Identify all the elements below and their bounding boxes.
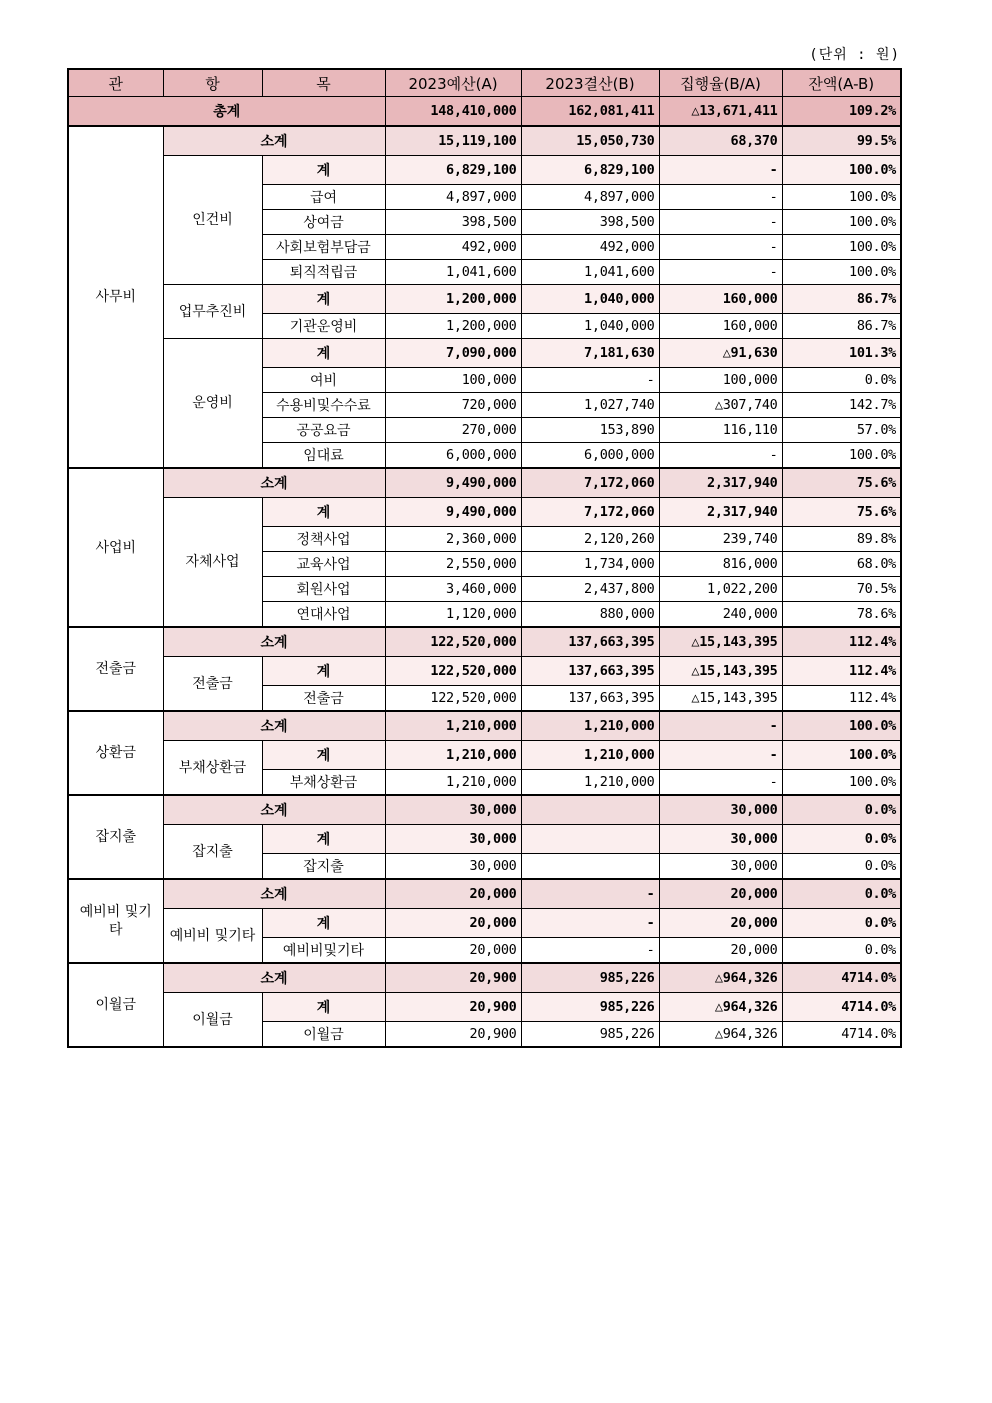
subtotal-row <box>68 711 901 741</box>
mok-value: △964,326 <box>659 1022 782 1048</box>
gwan-cell: 사업비 <box>68 468 163 627</box>
mok-value: 1,022,200 <box>659 577 782 602</box>
kye-value: 100.0% <box>782 156 901 185</box>
kye-value: 30,000 <box>385 825 521 854</box>
mok-value: 68.0% <box>782 552 901 577</box>
kye-row <box>68 285 901 314</box>
gwan-cell: 이월금 <box>68 963 163 1047</box>
mok-value: 4,897,000 <box>521 185 659 210</box>
kye-label: 계 <box>262 825 385 854</box>
mok-value: 1,210,000 <box>385 770 521 796</box>
hang-cell: 부채상환금 <box>163 741 262 796</box>
mok-value: 0.0% <box>782 854 901 880</box>
kye-value: 112.4% <box>782 657 901 686</box>
kye-value: 985,226 <box>521 993 659 1022</box>
kye-value: 100.0% <box>782 741 901 770</box>
mok-cell: 교육사업 <box>262 552 385 577</box>
hang-cell: 예비비 및기타 <box>163 909 262 964</box>
subtotal-value: 985,226 <box>521 963 659 993</box>
mok-value: 2,360,000 <box>385 527 521 552</box>
subtotal-value: 99.5% <box>782 126 901 156</box>
kye-value: 2,317,940 <box>659 498 782 527</box>
kye-row <box>68 657 901 686</box>
subtotal-value: △15,143,395 <box>659 627 782 657</box>
subtotal-value: 1,210,000 <box>385 711 521 741</box>
hang-cell: 운영비 <box>163 339 262 469</box>
kye-value: 30,000 <box>659 825 782 854</box>
subtotal-row <box>68 963 901 993</box>
subtotal-value: 122,520,000 <box>385 627 521 657</box>
kye-row <box>68 339 901 368</box>
hang-cell: 이월금 <box>163 993 262 1048</box>
mok-cell: 여비 <box>262 368 385 393</box>
header-row <box>68 69 901 97</box>
mok-value: △307,740 <box>659 393 782 418</box>
kye-value: 122,520,000 <box>385 657 521 686</box>
col-exec-rate: 집행율(B/A) <box>659 69 782 97</box>
hang-cell: 인건비 <box>163 156 262 285</box>
hang-cell: 업무추진비 <box>163 285 262 339</box>
mok-value: 142.7% <box>782 393 901 418</box>
subtotal-value: 1,210,000 <box>521 711 659 741</box>
subtotal-label: 소계 <box>163 963 385 993</box>
subtotal-value: △964,326 <box>659 963 782 993</box>
mok-value: 100,000 <box>659 368 782 393</box>
subtotal-label: 소계 <box>163 627 385 657</box>
mok-cell: 퇴직적립금 <box>262 260 385 285</box>
kye-row <box>68 156 901 185</box>
kye-value: 0.0% <box>782 825 901 854</box>
subtotal-value: 20,000 <box>385 879 521 909</box>
mok-cell: 전출금 <box>262 686 385 712</box>
subtotal-value: 2,317,940 <box>659 468 782 498</box>
kye-value: 9,490,000 <box>385 498 521 527</box>
total-exec-rate: △13,671,411 <box>659 97 782 127</box>
kye-value: - <box>521 909 659 938</box>
mok-value: 20,000 <box>385 938 521 964</box>
kye-value: - <box>659 741 782 770</box>
mok-value: 112.4% <box>782 686 901 712</box>
kye-value: 0.0% <box>782 909 901 938</box>
gwan-cell: 사무비 <box>68 126 163 468</box>
subtotal-row <box>68 627 901 657</box>
kye-label: 계 <box>262 156 385 185</box>
hang-cell: 전출금 <box>163 657 262 712</box>
kye-value <box>521 825 659 854</box>
mok-cell: 사회보험부담금 <box>262 235 385 260</box>
mok-value: 100.0% <box>782 443 901 469</box>
mok-value: 100.0% <box>782 235 901 260</box>
mok-value: 398,500 <box>385 210 521 235</box>
mok-value: 2,120,260 <box>521 527 659 552</box>
mok-value: 239,740 <box>659 527 782 552</box>
mok-value: 1,041,600 <box>385 260 521 285</box>
mok-value: 57.0% <box>782 418 901 443</box>
mok-value: 0.0% <box>782 368 901 393</box>
subtotal-value: 30,000 <box>659 795 782 825</box>
mok-value: - <box>659 770 782 796</box>
kye-value: △964,326 <box>659 993 782 1022</box>
mok-value: 100.0% <box>782 770 901 796</box>
col-balance: 잔액(A-B) <box>782 69 901 97</box>
mok-value: 30,000 <box>659 854 782 880</box>
kye-value: 6,829,100 <box>385 156 521 185</box>
kye-row <box>68 909 901 938</box>
kye-value: △91,630 <box>659 339 782 368</box>
total-budget: 148,410,000 <box>385 97 521 127</box>
mok-value: - <box>521 938 659 964</box>
hang-cell: 자체사업 <box>163 498 262 628</box>
subtotal-row <box>68 879 901 909</box>
subtotal-value: 30,000 <box>385 795 521 825</box>
gwan-cell: 잡지출 <box>68 795 163 879</box>
subtotal-row <box>68 468 901 498</box>
kye-row <box>68 993 901 1022</box>
subtotal-label: 소계 <box>163 126 385 156</box>
subtotal-value: 100.0% <box>782 711 901 741</box>
mok-value: 4714.0% <box>782 1022 901 1048</box>
subtotal-value: 20,900 <box>385 963 521 993</box>
mok-value: 492,000 <box>521 235 659 260</box>
mok-value: - <box>659 185 782 210</box>
subtotal-value: 15,119,100 <box>385 126 521 156</box>
mok-value: 398,500 <box>521 210 659 235</box>
mok-value: - <box>659 235 782 260</box>
mok-value: 1,200,000 <box>385 314 521 339</box>
mok-value: 122,520,000 <box>385 686 521 712</box>
kye-label: 계 <box>262 909 385 938</box>
mok-cell: 상여금 <box>262 210 385 235</box>
mok-cell: 기관운영비 <box>262 314 385 339</box>
subtotal-value: 15,050,730 <box>521 126 659 156</box>
col-settlement: 2023결산(B) <box>521 69 659 97</box>
mok-value: 985,226 <box>521 1022 659 1048</box>
kye-value: 1,210,000 <box>385 741 521 770</box>
gwan-cell: 상환금 <box>68 711 163 795</box>
kye-value: 1,040,000 <box>521 285 659 314</box>
mok-value: 270,000 <box>385 418 521 443</box>
mok-value: 116,110 <box>659 418 782 443</box>
mok-value: 880,000 <box>521 602 659 628</box>
kye-value: 7,172,060 <box>521 498 659 527</box>
kye-value: 1,210,000 <box>521 741 659 770</box>
kye-value: 20,900 <box>385 993 521 1022</box>
subtotal-label: 소계 <box>163 711 385 741</box>
mok-cell: 연대사업 <box>262 602 385 628</box>
mok-value: 100.0% <box>782 260 901 285</box>
mok-cell: 급여 <box>262 185 385 210</box>
mok-value: 0.0% <box>782 938 901 964</box>
kye-value: 4714.0% <box>782 993 901 1022</box>
mok-value: 816,000 <box>659 552 782 577</box>
mok-value: 2,437,800 <box>521 577 659 602</box>
mok-value: - <box>659 210 782 235</box>
mok-value: 1,041,600 <box>521 260 659 285</box>
subtotal-value: 75.6% <box>782 468 901 498</box>
kye-value: 20,000 <box>385 909 521 938</box>
mok-value: 6,000,000 <box>385 443 521 469</box>
subtotal-value: 0.0% <box>782 879 901 909</box>
kye-value: 20,000 <box>659 909 782 938</box>
mok-value: 3,460,000 <box>385 577 521 602</box>
unit-label: (단위 : 원) <box>809 47 900 63</box>
gwan-cell: 예비비 및기타 <box>68 879 163 963</box>
mok-value: 100.0% <box>782 210 901 235</box>
kye-value: 7,090,000 <box>385 339 521 368</box>
kye-label: 계 <box>262 285 385 314</box>
mok-value: 78.6% <box>782 602 901 628</box>
mok-value: 1,040,000 <box>521 314 659 339</box>
mok-value: △15,143,395 <box>659 686 782 712</box>
kye-value: 6,829,100 <box>521 156 659 185</box>
mok-cell: 공공요금 <box>262 418 385 443</box>
hang-cell: 잡지출 <box>163 825 262 880</box>
mok-cell: 잡지출 <box>262 854 385 880</box>
mok-value: 2,550,000 <box>385 552 521 577</box>
kye-label: 계 <box>262 498 385 527</box>
kye-value: 101.3% <box>782 339 901 368</box>
mok-value: 100.0% <box>782 185 901 210</box>
mok-value: 89.8% <box>782 527 901 552</box>
mok-value: 720,000 <box>385 393 521 418</box>
kye-value: △15,143,395 <box>659 657 782 686</box>
kye-value: 7,181,630 <box>521 339 659 368</box>
kye-label: 계 <box>262 657 385 686</box>
mok-value: - <box>659 443 782 469</box>
kye-row <box>68 498 901 527</box>
mok-cell: 정책사업 <box>262 527 385 552</box>
mok-value: - <box>659 260 782 285</box>
mok-cell: 임대료 <box>262 443 385 469</box>
mok-value: 86.7% <box>782 314 901 339</box>
total-label: 총계 <box>68 97 385 127</box>
kye-value: 75.6% <box>782 498 901 527</box>
mok-value: 20,000 <box>659 938 782 964</box>
total-row <box>68 97 901 127</box>
subtotal-value: 0.0% <box>782 795 901 825</box>
budget-settlement-table <box>67 68 902 1048</box>
mok-value: 492,000 <box>385 235 521 260</box>
mok-value: 160,000 <box>659 314 782 339</box>
mok-value: 1,120,000 <box>385 602 521 628</box>
mok-value: 240,000 <box>659 602 782 628</box>
kye-label: 계 <box>262 993 385 1022</box>
subtotal-row <box>68 126 901 156</box>
subtotal-value: - <box>521 879 659 909</box>
mok-value: 137,663,395 <box>521 686 659 712</box>
subtotal-value <box>521 795 659 825</box>
gwan-cell: 전출금 <box>68 627 163 711</box>
kye-label: 계 <box>262 741 385 770</box>
subtotal-value: 20,000 <box>659 879 782 909</box>
kye-value: 137,663,395 <box>521 657 659 686</box>
total-settlement: 162,081,411 <box>521 97 659 127</box>
subtotal-value: 137,663,395 <box>521 627 659 657</box>
subtotal-value: 4714.0% <box>782 963 901 993</box>
mok-cell: 부채상환금 <box>262 770 385 796</box>
subtotal-value: - <box>659 711 782 741</box>
mok-value: - <box>521 368 659 393</box>
total-balance: 109.2% <box>782 97 901 127</box>
kye-row <box>68 825 901 854</box>
mok-cell: 회원사업 <box>262 577 385 602</box>
mok-value: 100,000 <box>385 368 521 393</box>
subtotal-value: 9,490,000 <box>385 468 521 498</box>
mok-value: 1,027,740 <box>521 393 659 418</box>
mok-value <box>521 854 659 880</box>
mok-value: 6,000,000 <box>521 443 659 469</box>
subtotal-value: 112.4% <box>782 627 901 657</box>
mok-cell: 이월금 <box>262 1022 385 1048</box>
kye-value: 86.7% <box>782 285 901 314</box>
mok-value: 4,897,000 <box>385 185 521 210</box>
col-mok: 목 <box>262 69 385 97</box>
mok-cell: 예비비및기타 <box>262 938 385 964</box>
mok-value: 1,210,000 <box>521 770 659 796</box>
mok-cell: 수용비및수수료 <box>262 393 385 418</box>
subtotal-label: 소계 <box>163 795 385 825</box>
kye-label: 계 <box>262 339 385 368</box>
subtotal-label: 소계 <box>163 468 385 498</box>
mok-value: 70.5% <box>782 577 901 602</box>
mok-value: 153,890 <box>521 418 659 443</box>
subtotal-value: 68,370 <box>659 126 782 156</box>
subtotal-value: 7,172,060 <box>521 468 659 498</box>
mok-value: 1,734,000 <box>521 552 659 577</box>
kye-value: 1,200,000 <box>385 285 521 314</box>
subtotal-label: 소계 <box>163 879 385 909</box>
kye-value: 160,000 <box>659 285 782 314</box>
mok-value: 20,900 <box>385 1022 521 1048</box>
subtotal-row <box>68 795 901 825</box>
col-gwan: 관 <box>68 69 163 97</box>
mok-value: 30,000 <box>385 854 521 880</box>
kye-row <box>68 741 901 770</box>
col-budget: 2023예산(A) <box>385 69 521 97</box>
kye-value: - <box>659 156 782 185</box>
col-hang: 항 <box>163 69 262 97</box>
